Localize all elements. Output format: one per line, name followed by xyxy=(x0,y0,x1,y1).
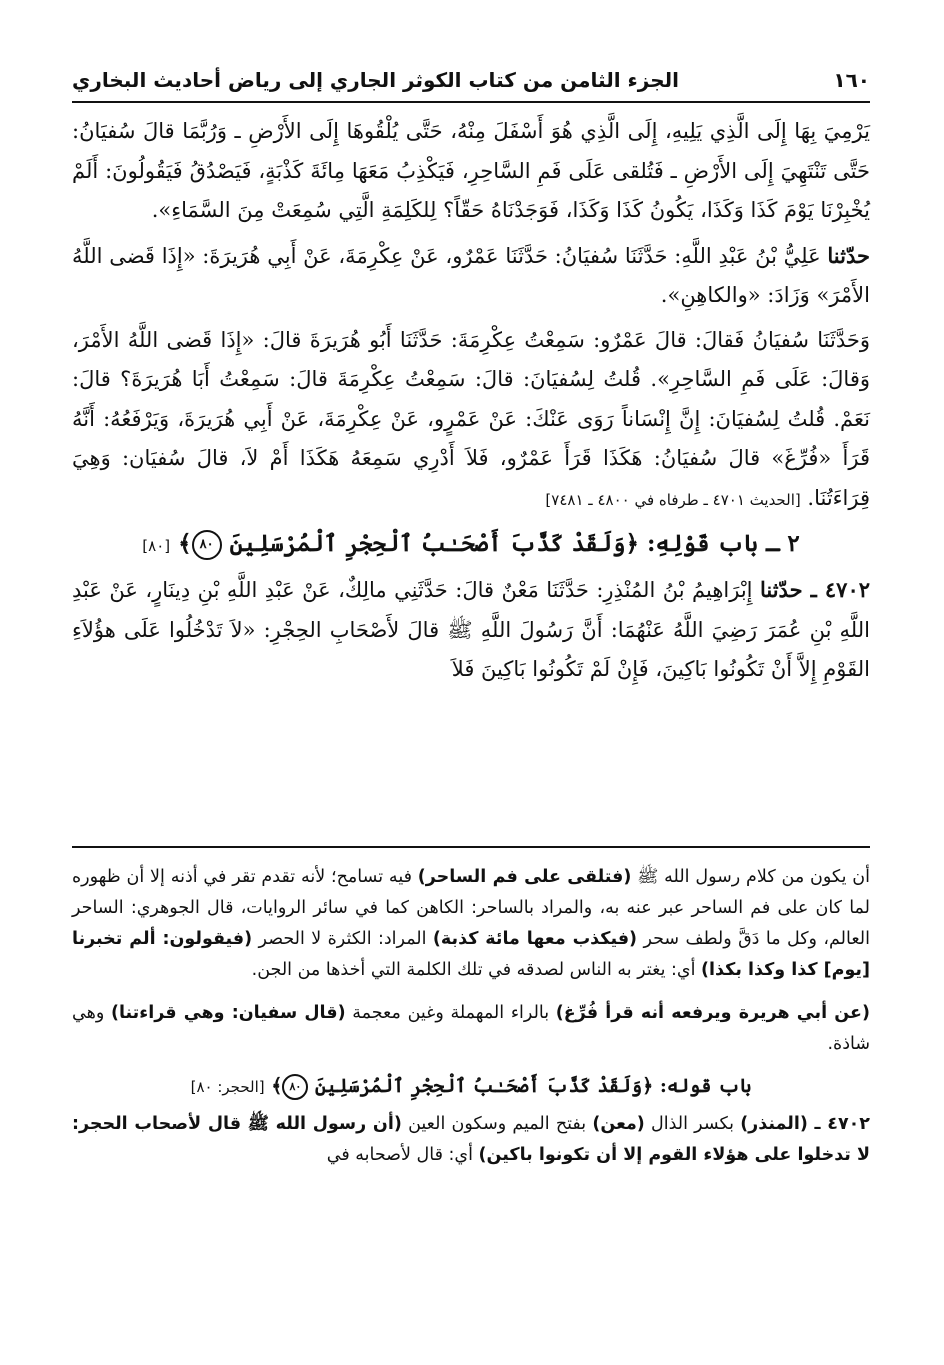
paragraph-2 xyxy=(72,236,870,316)
note-1-quote-b: (فيكذب معها مائة كذبة) xyxy=(432,929,638,949)
hadith-text xyxy=(72,112,870,690)
note-3-quote-c: (أن رسول الله ﷺ قال لأصحاب الحجر: لا تدخلوا على هؤلاء القوم إلا أن تكونوا باكين) xyxy=(72,1114,870,1165)
note-3-quote-b: (معن) xyxy=(592,1114,645,1134)
note-2-text-b: وهي شاذة. xyxy=(72,1003,870,1054)
paragraph-4 xyxy=(72,570,870,690)
paragraph-2-text: عَلِيُّ بْنُ عَبْدِ اللَّهِ: حَدَّثَنَا سُفيَانُ: حَدَّثَنَا عَمْرٌو، عَنْ عِكْرِمَةَ، عَنْ أَبِي هُرَيرَةَ: «إِذَا قَضى اللَّهُ الأَمْرَ» وَزَادَ: «والكاهِنِ». xyxy=(72,243,870,307)
note-3-text-b: بفتح الميم وسكون العين xyxy=(401,1114,593,1134)
notes-verse-number-marker: ٨٠ xyxy=(282,1074,308,1100)
commentary-notes xyxy=(72,862,870,1171)
footnote-divider xyxy=(72,846,870,848)
note-2-quote-b: (قال سفيان: وهي قراءتنا) xyxy=(110,1003,346,1023)
note-1-text-b: فيه تسامح؛ لأنه تقدم تقر في أذنه إلا أن ظهوره لما كان على فم الساحر عبر عنه به، والمراد بالساحر: الكاهن كما في سائر الروايات، قال الجوهري: الساحر العالم، وكل ما دَقَّ ولطف سحر xyxy=(72,867,870,949)
verse-number-marker: ٨٠ xyxy=(192,530,222,560)
paragraph-3 xyxy=(72,321,870,521)
narration-lead: حدّثنا xyxy=(827,242,870,268)
notes-chapter-reference: [الحجر: ٨٠] xyxy=(190,1078,265,1096)
chapter-bracket-close: ﴾ xyxy=(178,530,192,557)
notes-chapter-heading xyxy=(72,1066,870,1107)
note-1-text-c: المراد: الكثرة لا الحصر xyxy=(252,929,433,949)
notes-chapter-heading-text: باب قوله: ﴿وَلَقَدْ كَذَّبَ أَصْحَـٰبُ ٱلْحِجْرِ ٱلْمُرْسَلِينَ xyxy=(315,1075,752,1097)
note-3-text-a: بكسر الذال xyxy=(644,1114,741,1134)
chapter-verse-reference: [٨٠] xyxy=(142,537,171,555)
note-1-quote-c: (فيقولون: ألم تخبرنا [يوم] كذا وكذا بكذا) xyxy=(72,929,870,980)
chapter-heading-text: ٢ ـ باب قَوْلِهِ: ﴿وَلَقَدْ كَذَّبَ أَصْحَـٰبُ ٱلْحِجْرِ ٱلْمُرْسَلِينَ xyxy=(229,530,800,557)
paragraph-3-text: وَحَدَّثَنَا سُفيَانُ فَقالَ: قالَ عَمْرٌو: سَمِعْتُ عِكْرِمَةَ: حَدَّثَنَا أَبُو هُرَيرَةَ قالَ: «إِذَا قَضى اللَّهُ الأَمْرَ، وَقالَ: عَلَى فَمِ السَّاحِرِ». قُلتُ لِسُفيَانَ: قالَ: سَمِعْتُ عِكْرِمَةَ قالَ: سَمِعْتُ أَبَا هُرَيرَةَ؟ قالَ: نَعَمْ. قُلتُ لِسُفيَانَ: إِنَّ إِنْسَاناً رَوَى عَنْكَ: عَنْ عَمْرٍو، عَنْ عِكْرِمَةَ، عَنْ أَبِي هُرَيرَةَ، وَيَرْفَعُهُ: أَنَّهُ قَرَأَ «فُرِّغَ» قالَ سُفيَانُ: هَكَذَا قَرَأَ عَمْرٌو، فَلاَ أَدْرِي سَمِعَهُ هَكَذَا أَمْ لاَ، قالَ سُفيَان: وَهِيَ قِرَاءَتُنَا. xyxy=(72,327,870,510)
paragraph-1: يَرْمِيَ بِهَا إِلَى الَّذِي يَلِيهِ، إِلَى الَّذِي هُوَ أَسْفَلَ مِنْهُ، حَتَّى يُلْقُوهَا إِلَى الأَرْضِ ـ وَرُبَّمَا قالَ سُفيَانُ: حَتَّى تَنْتَهِيَ إِلَى الأَرْضِ ـ فَتُلقى عَلَى فَمِ السَّاحِرِ، فَيَكْذِبُ مَعَهَا مِائَةَ كَذْبَةٍ، فَيَصْدُقُ فَيَقُولُونَ: أَلَمْ يُخْبِرْنَا يَوْمَ كَذَا وَكَذَا، يَكُونُ كَذَا وَكَذَا، فَوَجَدْنَاهُ حَقّاً؟ لِلكَلِمَةِ الَّتِي سُمِعَتْ مِنَ السَّمَاءِ». xyxy=(72,119,870,222)
note-1-text-d: أي: يغتر به الناس لصدقه في تلك الكلمة التي أخذها من الجن. xyxy=(251,960,702,980)
running-title: الجزء الثامن من كتاب الكوثر الجاري إلى رياض أحاديث البخاري xyxy=(72,68,679,92)
note-3-text-c: أي: قال لأصحابه في xyxy=(326,1145,479,1165)
note-2 xyxy=(72,998,870,1060)
hadith-number-lead: ٤٧٠٢ ـ حدّثنا xyxy=(759,577,871,602)
notes-chapter-bracket-close: ﴾ xyxy=(271,1075,283,1097)
running-header xyxy=(72,62,870,98)
note-2-text-a: بالراء المهملة وغين معجمة xyxy=(345,1003,556,1023)
hadith-reference: [الحديث ٤٧٠١ ـ طرفاه في ٤٨٠٠ ـ ٧٤٨١] xyxy=(545,490,801,509)
chapter-heading xyxy=(72,522,870,568)
page-number: ١٦٠ xyxy=(833,68,870,92)
header-divider xyxy=(72,101,870,103)
note-1-text-a: أن يكون من كلام رسول الله ﷺ xyxy=(631,867,870,887)
note-2-quote-a: (عن أبي هريرة ويرفعه أنه قرأ فُرِّغ) xyxy=(555,1003,870,1023)
note-3 xyxy=(72,1109,870,1171)
note-1 xyxy=(72,862,870,986)
note-3-quote-a: ٤٧٠٢ ـ (المنذر) xyxy=(740,1114,870,1134)
paragraph-4-text: إِبْرَاهِيمُ بْنُ المُنْذِرِ: حَدَّثَنَا مَعْنٌ قالَ: حَدَّثَنِي مالِكٌ، عَنْ عَبْدِ اللَّهِ بْنِ دِينَارٍ، عَنْ عَبْدِ اللَّهِ بْنِ عُمَرَ رَضِيَ اللَّهُ عَنْهُمَا: أَنَّ رَسُولَ اللَّهِ ﷺ قالَ لأَصْحَابِ الحِجْرِ: «لاَ تَدْخُلُوا عَلَى هؤُلاَءِ القَوْمِ إِلاَّ أَنْ تَكُونُوا بَاكِينَ، فَإِنْ لَمْ تَكُونُوا بَاكِينَ فَلاَ xyxy=(72,578,870,681)
note-1-quote-a: (فتلقى على فم الساحر) xyxy=(417,867,632,887)
